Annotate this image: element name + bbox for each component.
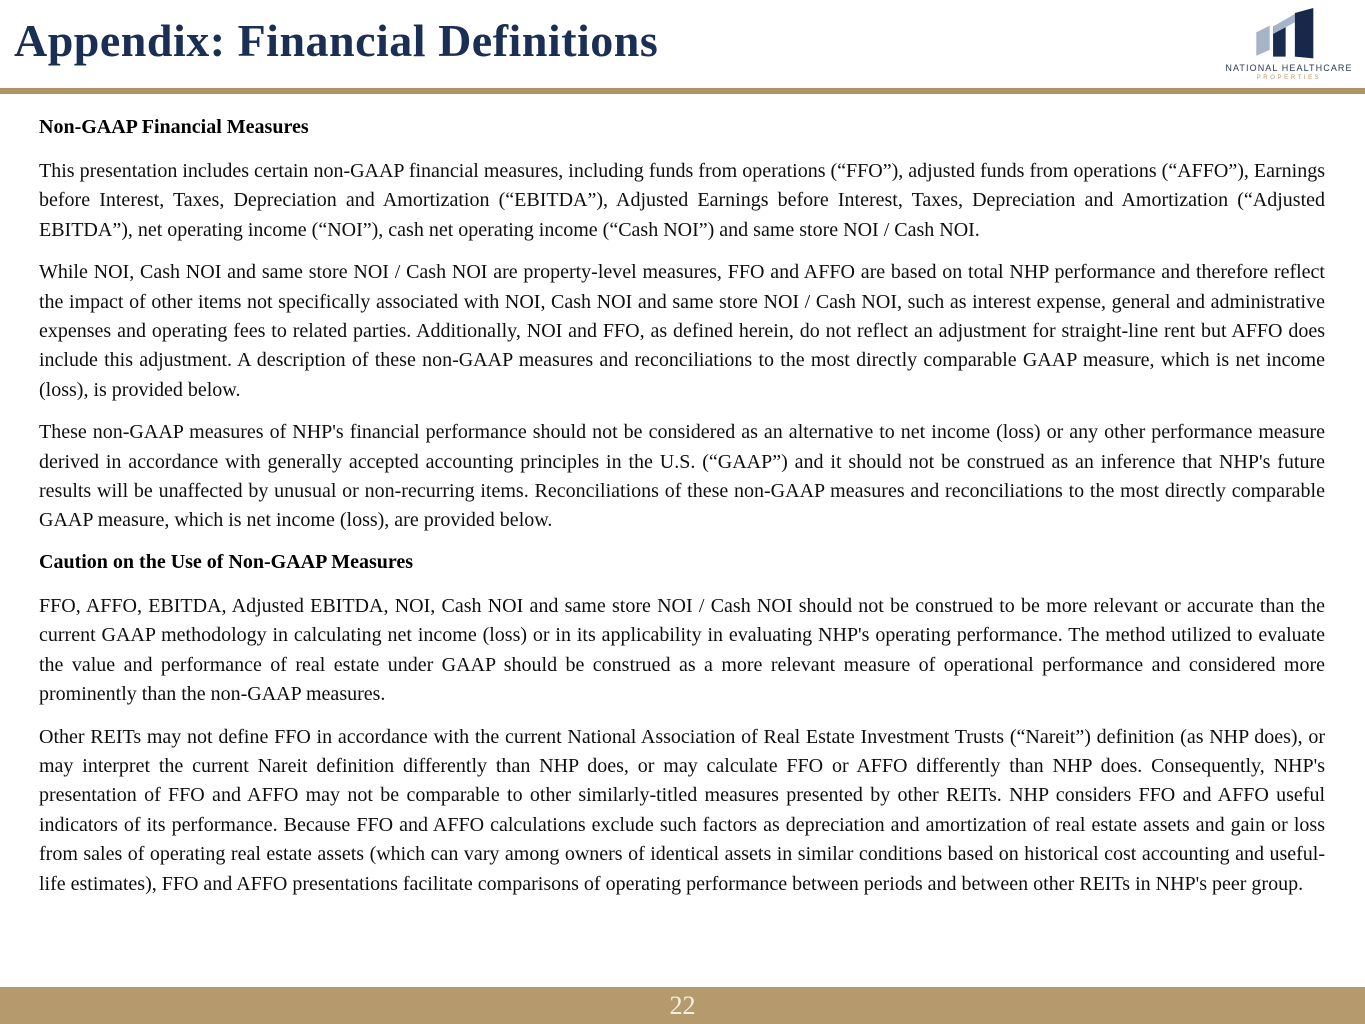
paragraph: Other REITs may not define FFO in accordance with the current National Association of Real Estate Investment Trusts (“Nareit”) definition (as NHP does), or may interpret the current Nareit definition differently than NHP does, or may calculate FFO or AFFO differently than NHP does. Consequently, NHP's presentation of FFO and AFFO may not be comparable to other similarly-titled measures presented by other REITs. NHP considers FFO and AFFO useful indicators of its performance. Because FFO and AFFO calculations exclude such factors as depreciation and amortization of real estate assets and gain or loss from sales of operating real estate assets (which can vary among owners of identical assets in similar conditions based on historical cost accounting and useful-life estimates), FFO and AFFO presentations facilitate comparisons of operating performance between periods and between other REITs in NHP's peer group. [39,725,1325,895]
paragraph: While NOI, Cash NOI and same store NOI / Cash NOI are property-level measures, FFO and AFFO are based on total NHP performance and therefore reflect the impact of other items not specifically associated with NOI, Cash NOI and same store NOI / Cash NOI, such as interest expense, general and administrative expenses and operating fees to related parties. Additionally, NOI and FFO, as defined herein, do not reflect an adjustment for straight-line rent but AFFO does include this adjustment. A description of these non-GAAP measures and reconciliations to the most directly comparable GAAP measure, which is net income (loss), is provided below. [39,261,1325,401]
section-heading-non-gaap: Non-GAAP Financial Measures [39,116,309,138]
slide-footer [0,987,1365,1024]
paragraph: This presentation includes certain non-GAAP financial measures, including funds from operations (“FFO”), adjusted funds from operations (“AFFO”), Earnings before Interest, Taxes, Depreciation and Amortization (“EBITDA”), Adjusted Earnings before Interest, Taxes, Depreciation and Amortization (“Adjusted EBITDA”), net operating income (“NOI”), cash net operating income (“Cash NOI”) and same store NOI / Cash NOI. [39,160,1325,241]
slide-content [0,94,1365,899]
section-heading-caution: Caution on the Use of Non-GAAP Measures [39,550,414,573]
page-title: Appendix: Financial Definitions [14,15,659,66]
company-logo [1227,8,1351,81]
slide-header [0,0,1365,88]
logo-company-subtitle: PROPERTIES [1256,75,1322,81]
paragraph: FFO, AFFO, EBITDA, Adjusted EBITDA, NOI, Cash NOI and same store NOI / Cash NOI should not be construed to be more relevant or accurate than the current GAAP methodology in calculating net income (loss) or in its applicability in evaluating NHP's operating performance. The method utilized to evaluate the value and performance of real estate under GAAP should be construed as a more relevant measure of operational performance and considered more prominently than the non-GAAP measures. [39,594,1325,706]
logo-buildings-icon [1241,8,1337,60]
paragraph: These non-GAAP measures of NHP's financial performance should not be considered as an alternative to net income (loss) or any other performance measure derived in accordance with generally accepted accounting principles in the U.S. (“GAAP”) and it should not be construed as an inference that NHP's future results will be unaffected by unusual or non-recurring items. Reconciliations of these non-GAAP measures and reconciliations to the most directly comparable GAAP measure, which is net income (loss), are provided below. [39,421,1325,532]
page-number: 22 [669,991,696,1020]
logo-company-name: NATIONAL HEALTHCARE [1225,63,1353,73]
